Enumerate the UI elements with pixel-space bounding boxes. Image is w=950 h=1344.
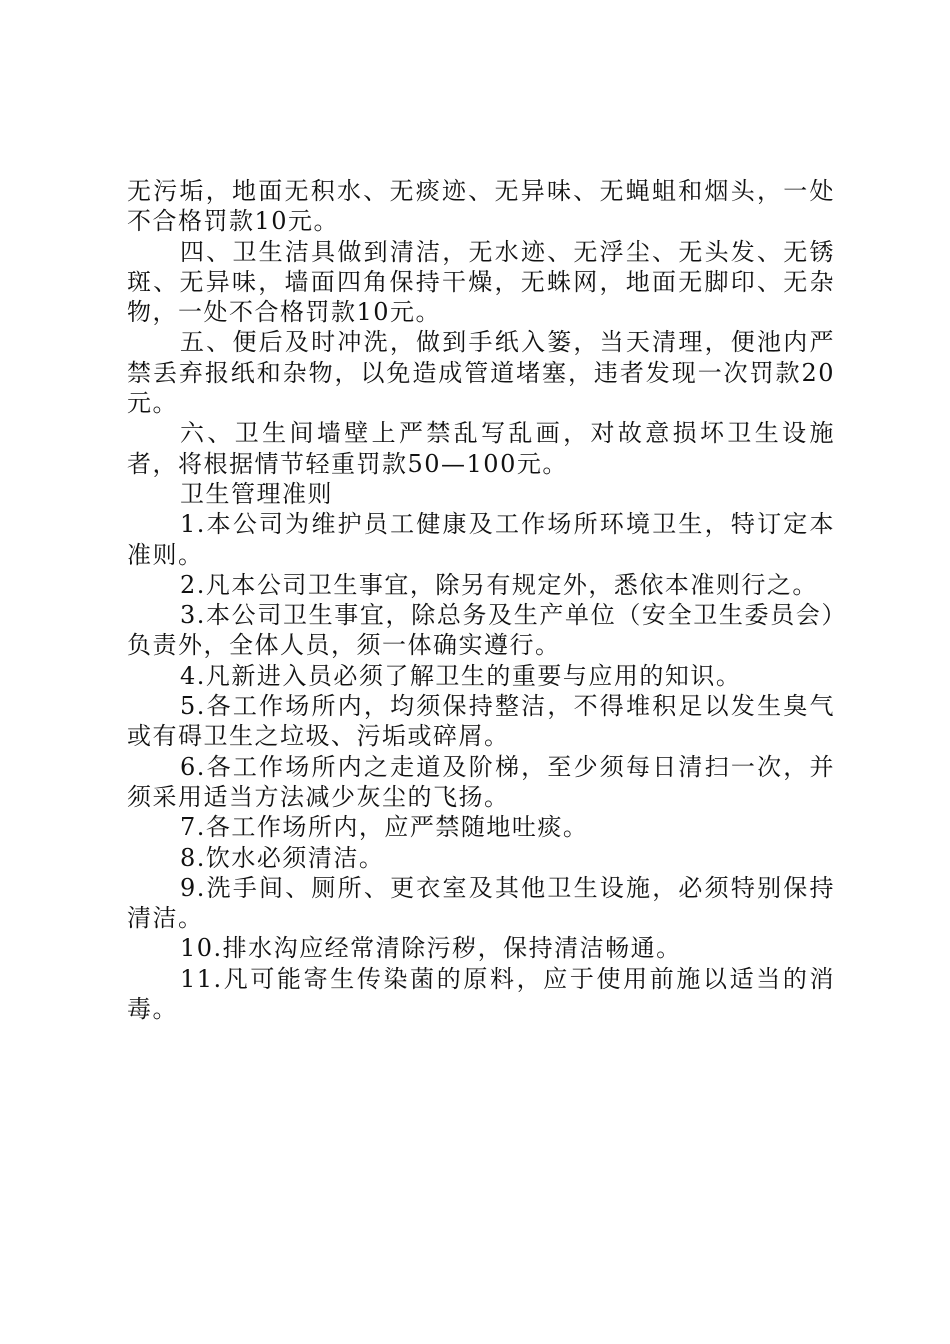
rule-3: 3.本公司卫生事宜，除总务及生产单位（安全卫生委员会）负责外，全体人员，须一体确实遵行。: [127, 601, 835, 660]
rule-6: 6.各工作场所内之走道及阶梯，至少须每日清扫一次，并须采用适当方法减少灰尘的飞扬。: [127, 752, 835, 811]
rule-11: 11.凡可能寄生传染菌的原料，应于使用前施以适当的消毒。: [127, 964, 835, 1024]
section-heading: 卫生管理准则: [180, 479, 333, 508]
rule-8: 8.饮水必须清洁。: [180, 843, 385, 872]
rule-10: 10.排水沟应经常清除污秽，保持清洁畅通。: [180, 934, 682, 963]
rule-5: 5.各工作场所内，均须保持整洁，不得堆积足以发生臭气或有碍卫生之垃圾、污垢或碎屑。: [127, 692, 835, 751]
rule-9: 9.洗手间、厕所、更衣室及其他卫生设施，必须特别保持清洁。: [127, 873, 835, 933]
paragraph-item-4: 四、卫生洁具做到清洁，无水迹、无浮尘、无头发、无锈斑、无异味，墙面四角保持干燥，无蛛网，地面无脚印、无杂物，一处不合格罚款10元。: [127, 237, 835, 327]
document-body: [127, 176, 835, 1024]
paragraph-item-6: 六、卫生间墙壁上严禁乱写乱画，对故意损坏卫生设施者，将根据情节轻重罚款50—100元。: [127, 419, 835, 478]
rule-4: 4.凡新进入员必须了解卫生的重要与应用的知识。: [180, 661, 742, 690]
paragraph-item-5: 五、便后及时冲洗，做到手纸入篓，当天清理，便池内严禁丢弃报纸和杂物，以免造成管道堵塞，违者发现一次罚款20元。: [127, 328, 835, 418]
rule-2: 2.凡本公司卫生事宜，除另有规定外，悉依本准则行之。: [180, 570, 818, 599]
rule-1: 1.本公司为维护员工健康及工作场所环境卫生，特订定本准则。: [127, 510, 835, 569]
rule-7: 7.各工作场所内，应严禁随地吐痰。: [180, 813, 589, 842]
paragraph-continuation: 无污垢，地面无积水、无痰迹、无异味、无蝇蛆和烟头，一处不合格罚款10元。: [127, 177, 835, 236]
